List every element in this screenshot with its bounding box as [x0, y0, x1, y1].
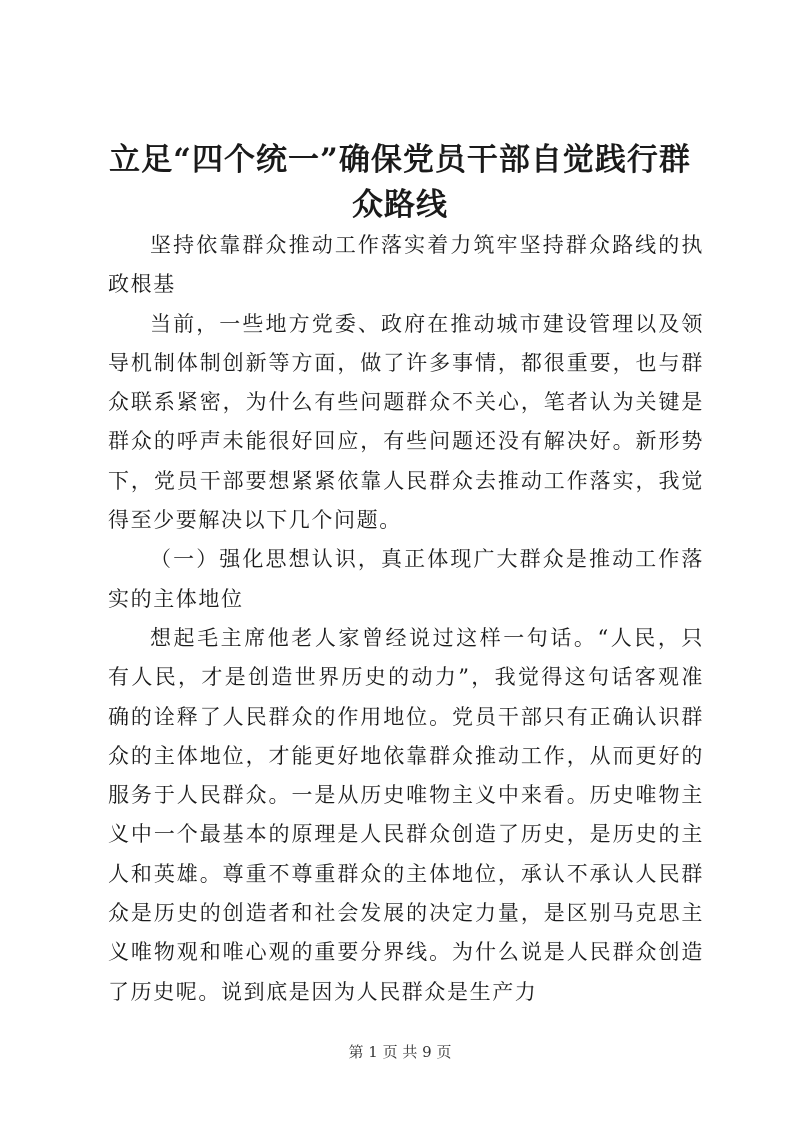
document-body [108, 226, 704, 1012]
page-footer: 第 1 页 共 9 页 [348, 1043, 452, 1061]
paragraph-section-heading: （一）强化思想认识，真正体现广大群众是推动工作落实的主体地位 [108, 547, 704, 611]
paragraph-subtitle: 坚持依靠群众推动工作落实着力筑牢坚持群众路线的执政根基 [108, 233, 704, 297]
paragraph-intro: 当前，一些地方党委、政府在推动城市建设管理以及领导机制体制创新等方面，做了许多事情，都很重要，也与群众联系紧密，为什么有些问题群众不关心，笔者认为关键是群众的呼声未能很好回应，有些问题还没有解决好。新形势下，党员干部要想紧紧依靠人民群众去推动工作落实，我觉得至少要解决以下几个问题。 [108, 311, 704, 533]
paragraph-body: 想起毛主席他老人家曾经说过这样一句话。“人民，只有人民，才是创造世界历史的动力”，我觉得这句话客观准确的诠释了人民群众的作用地位。党员干部只有正确认识群众的主体地位，才能更好地依靠群众推动工作，从而更好的服务于人民群众。一是从历史唯物主义中来看。历史唯物主义中一个最基本的原理是人民群众创造了历史，是历史的主人和英雄。尊重不尊重群众的主体地位，承认不承认人民群众是历史的创造者和社会发展的决定力量，是区别马克思主义唯物观和唯心观的重要分界线。为什么说是人民群众创造了历史呢。说到底是因为人民群众是生产力 [108, 625, 704, 1004]
document-title: 立足“四个统一”确保党员干部自觉践行群众路线 [109, 142, 691, 223]
